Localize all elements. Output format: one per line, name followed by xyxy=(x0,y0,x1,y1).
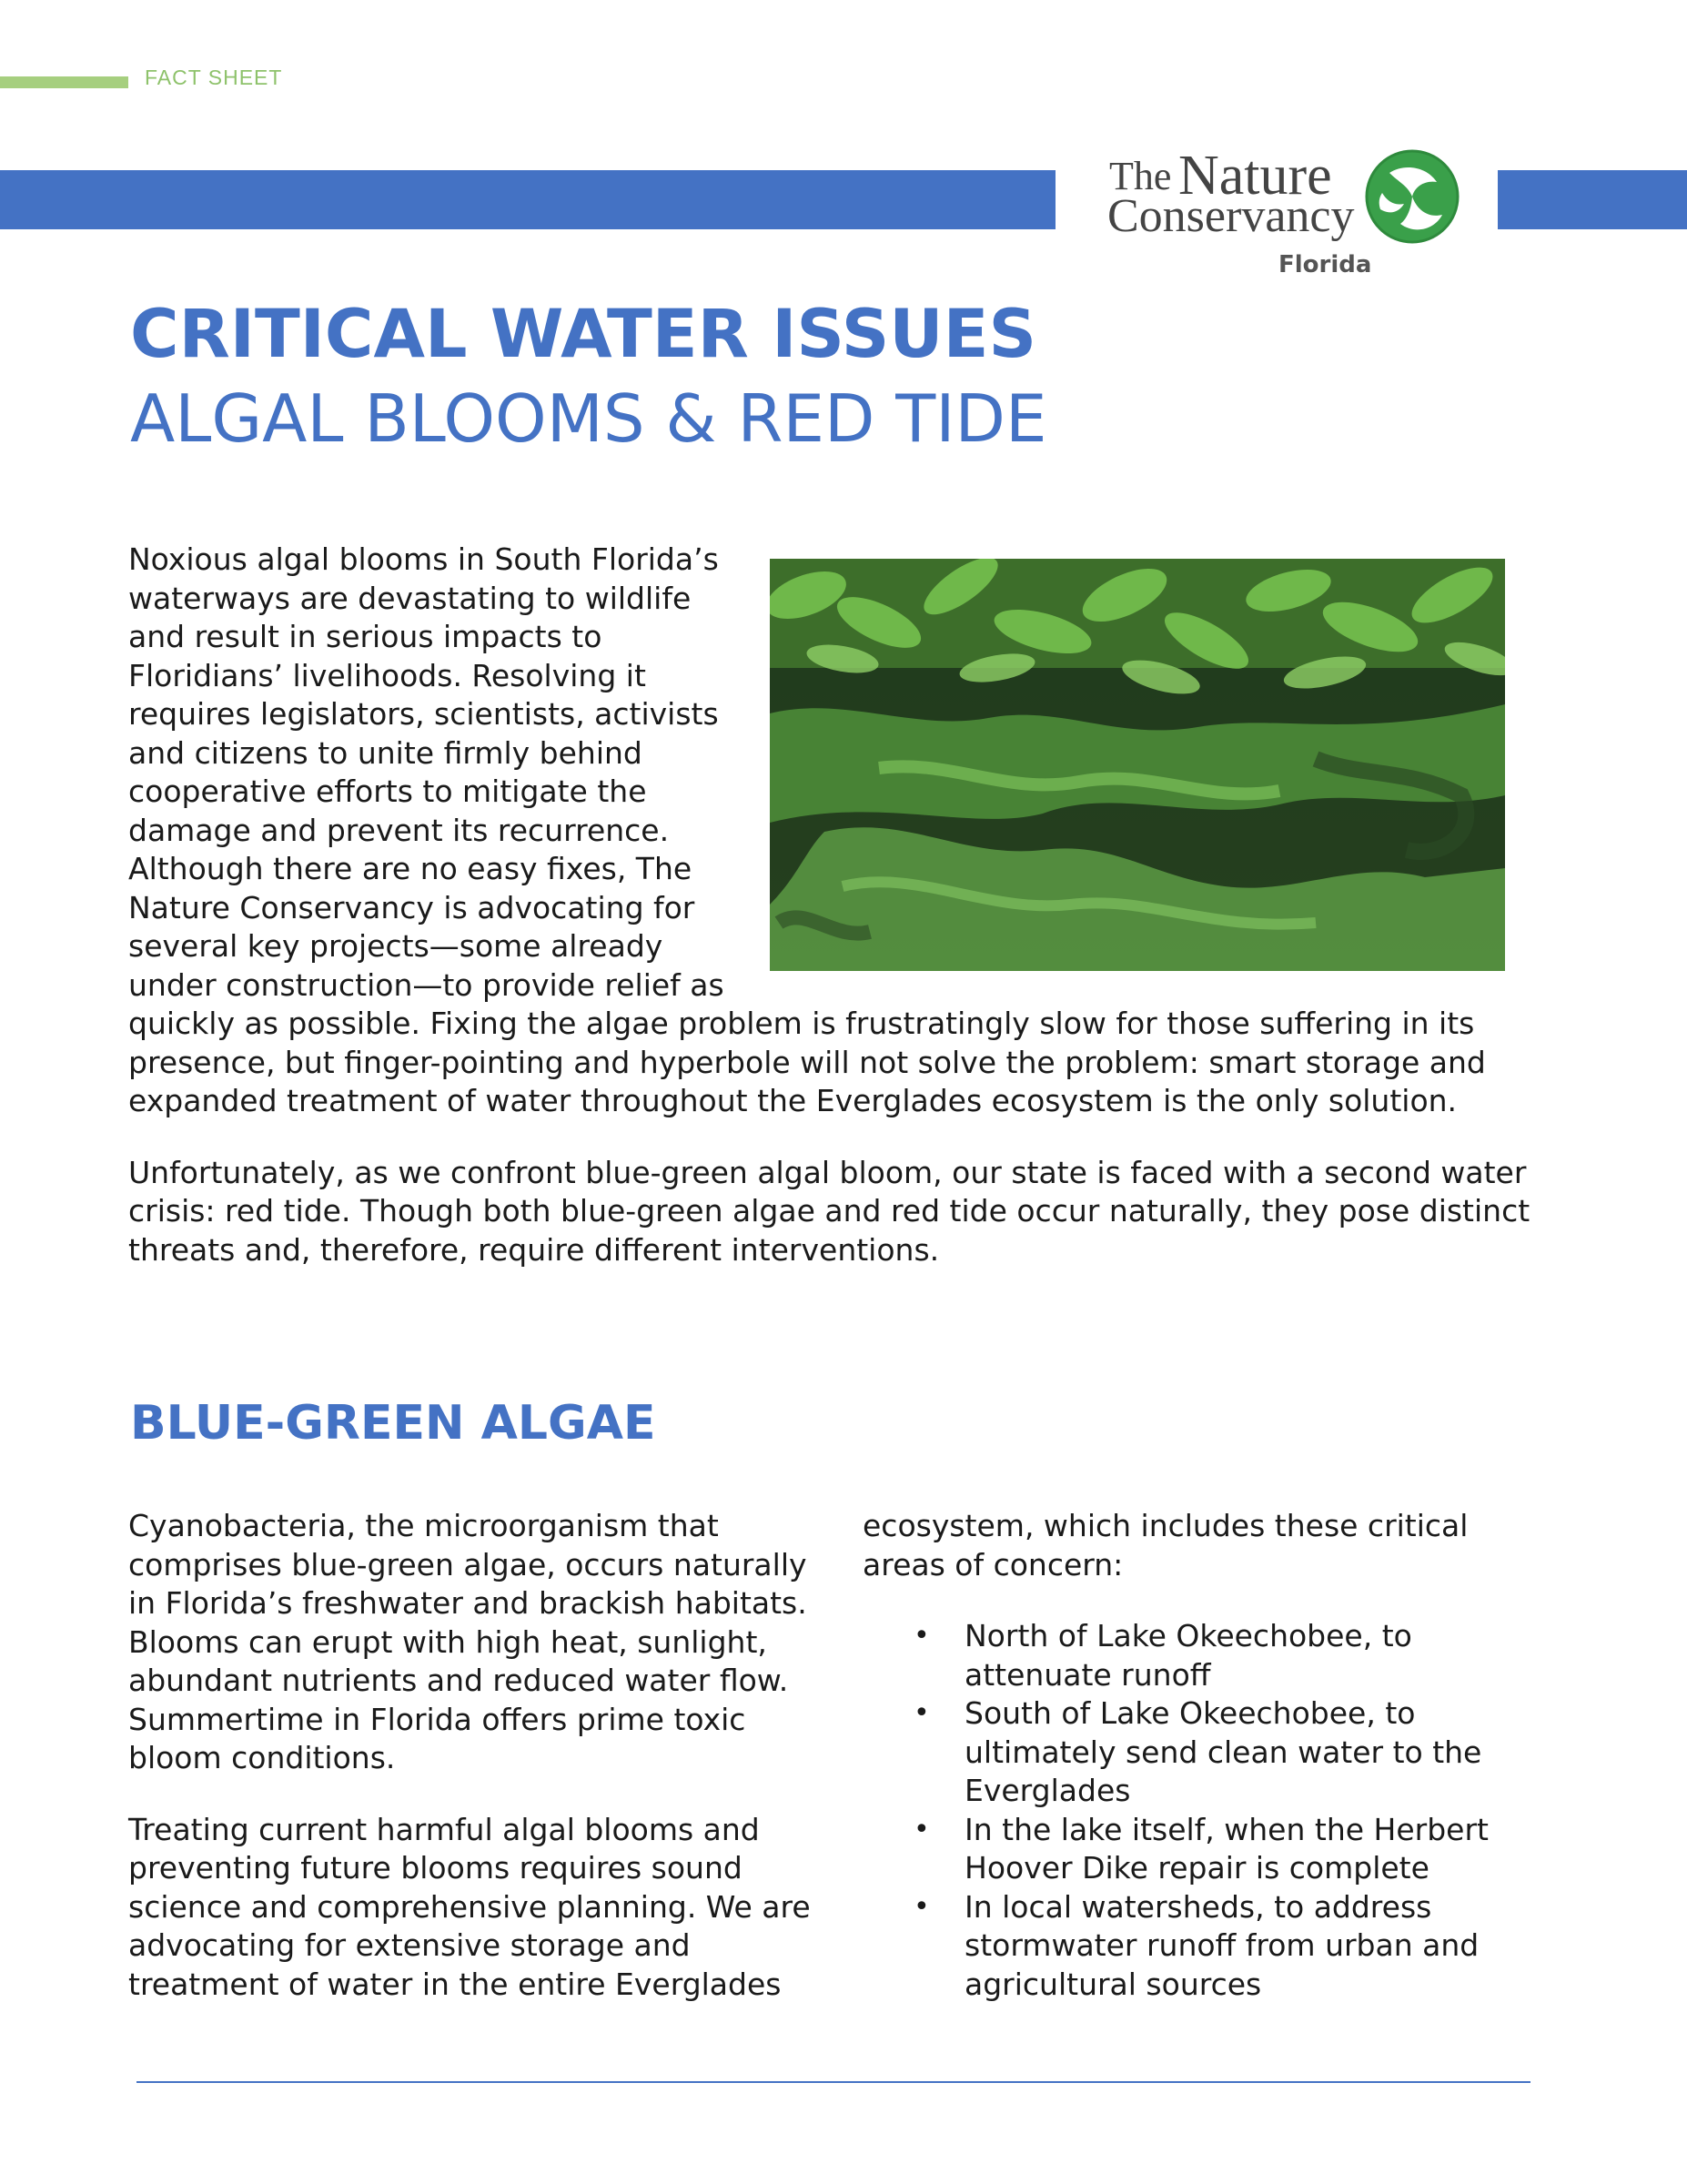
bullet-icon: • xyxy=(914,1813,930,1845)
page-subtitle: ALGAL BLOOMS & RED TIDE xyxy=(130,380,1047,457)
treatment-paragraph: Treating current harmful algal blooms and preventing future blooms requires sound science and comprehensive planning. We are advocating for extensive storage and treatment of water in the entire Everglades xyxy=(128,1811,811,2002)
logo-word-the: The xyxy=(1109,154,1172,198)
list-item-text: South of Lake Okeechobee, to ultimately send clean water to the Everglades xyxy=(965,1695,1482,1808)
intro-paragraph-1: Noxious algal blooms in South Florida’s waterways are devastating to wildlife and result in serious impacts to Floridians’ livelihoods. Resolving it requires legislators, scientists, activists and citizens to unite firmly behind cooperative efforts to mitigate the damage and prevent its recurrence. Although there are no easy fixes, The Nature Conservancy is advocating for several key projects—some already under construction—to provide relief as quickly as possible. Fixing the algae problem is frustratingly slow for those suffering in its presence, but finger-pointing and hyperbole will not solve the problem: smart storage and expanded treatment of water throughout the Everglades ecosystem is the only solution. xyxy=(128,541,1486,1118)
left-column xyxy=(128,1507,829,2004)
fact-sheet-label: FACT SHEET xyxy=(145,66,283,89)
list-item-text: North of Lake Okeechobee, to attenuate runoff xyxy=(965,1618,1412,1693)
header-band-left xyxy=(0,170,1056,229)
nature-conservancy-logo xyxy=(1106,146,1470,282)
footer-divider xyxy=(136,2081,1530,2083)
bullet-icon: • xyxy=(914,1620,930,1652)
intro-section xyxy=(128,541,1553,1269)
list-item xyxy=(863,1617,1554,1694)
list-item-text: In the lake itself, when the Herbert Hoover Dike repair is complete xyxy=(965,1811,1489,1886)
logo-region: Florida xyxy=(1278,251,1372,278)
logo-word-nature: Nature xyxy=(1178,145,1332,207)
ecosystem-paragraph: ecosystem, which includes these critical areas of concern: xyxy=(863,1508,1469,1582)
list-item xyxy=(863,1694,1554,1811)
section-heading-blue-green-algae: BLUE-GREEN ALGAE xyxy=(130,1396,656,1451)
list-item-text: In local watersheds, to address stormwater runoff from urban and agricultural sources xyxy=(965,1888,1480,2002)
list-item xyxy=(863,1888,1554,2005)
list-item xyxy=(863,1811,1554,1888)
fact-sheet-tag-bar xyxy=(0,76,128,88)
areas-of-concern-list xyxy=(863,1617,1554,2004)
page-title: CRITICAL WATER ISSUES xyxy=(130,296,1037,373)
bullet-icon: • xyxy=(914,1697,930,1729)
bullet-icon: • xyxy=(914,1890,930,1923)
right-column xyxy=(863,1507,1554,2004)
algae-bloom-photo xyxy=(770,559,1505,971)
logo-word-conservancy: Conservancy xyxy=(1107,190,1355,242)
cyanobacteria-paragraph: Cyanobacteria, the microorganism that comprises blue-green algae, occurs naturally in Florida’s freshwater and brackish habitats. Blooms can erupt with high heat, sunlight, abundant nutrients and reduced water flow. Summertime in Florida offers prime toxic bloom conditions. xyxy=(128,1508,807,1775)
leaf-globe-icon xyxy=(1362,146,1462,246)
algae-water-image xyxy=(770,559,1505,971)
intro-paragraph-2: Unfortunately, as we confront blue-green algal bloom, our state is faced with a second water crisis: red tide. Though both blue-green algae and red tide occur naturally, they pose distinct threats and, therefore, require different interventions. xyxy=(128,1154,1530,1268)
header-band-right xyxy=(1498,170,1687,229)
